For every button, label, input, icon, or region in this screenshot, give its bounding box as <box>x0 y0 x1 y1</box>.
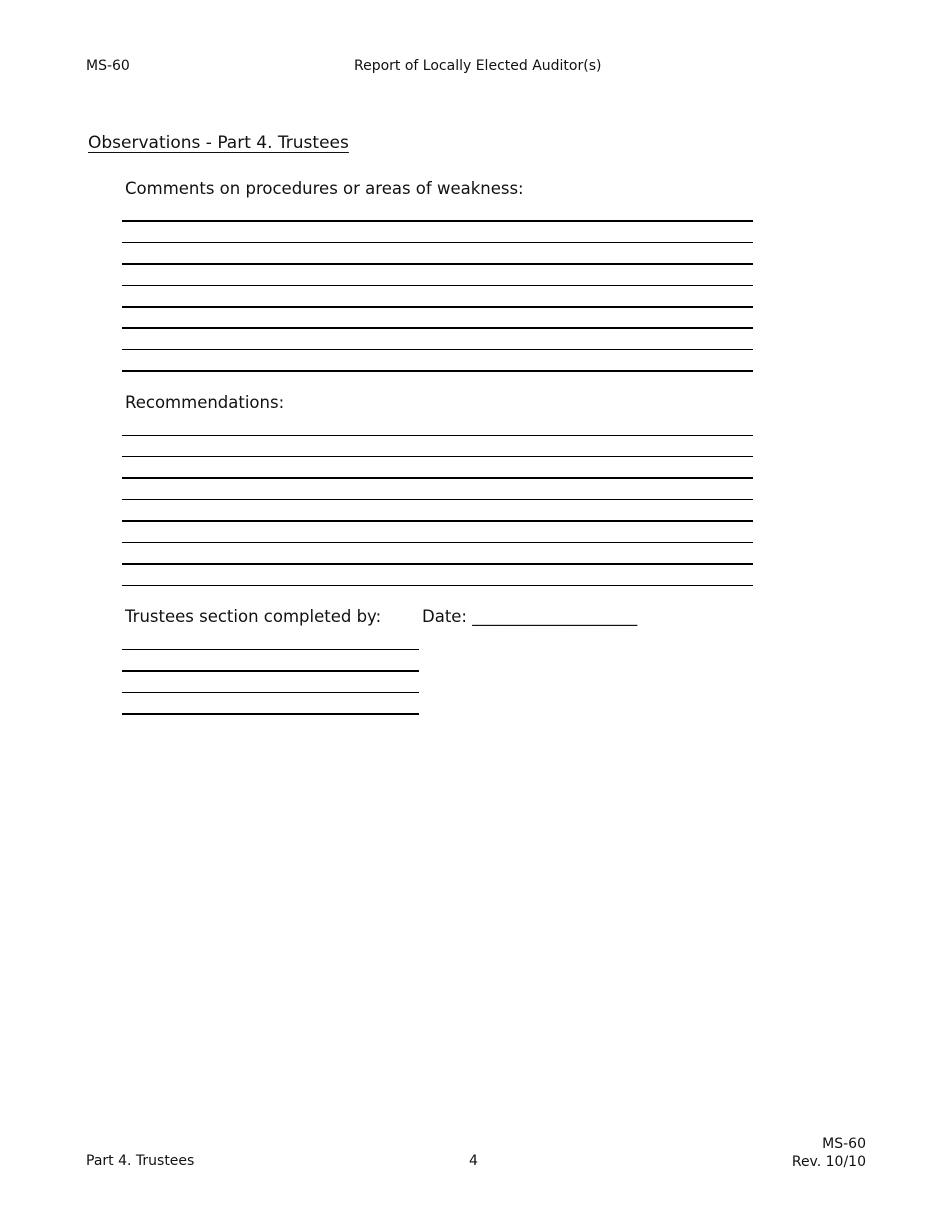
footer-form-code: MS-60 <box>822 1136 866 1152</box>
recommendations-line[interactable] <box>122 456 753 457</box>
footer-section-name: Part 4. Trustees <box>86 1153 195 1169</box>
completed-by-line[interactable] <box>122 713 419 715</box>
comments-line[interactable] <box>122 306 753 308</box>
recommendations-line[interactable] <box>122 477 753 479</box>
comments-line[interactable] <box>122 349 753 350</box>
recommendations-line[interactable] <box>122 585 753 586</box>
completed-by-line[interactable] <box>122 670 419 672</box>
recommendations-line[interactable] <box>122 542 753 543</box>
date-field[interactable]: Date: ____________________ <box>422 607 638 626</box>
recommendations-line[interactable] <box>122 520 753 522</box>
completed-by-line[interactable] <box>122 649 419 650</box>
recommendations-line[interactable] <box>122 563 753 565</box>
section-title: Observations - Part 4. Trustees <box>88 133 349 153</box>
footer-page-number: 4 <box>469 1153 478 1169</box>
recommendations-line[interactable] <box>122 435 753 436</box>
comments-line[interactable] <box>122 327 753 329</box>
comments-line[interactable] <box>122 285 753 286</box>
completed-by-label: Trustees section completed by: <box>125 607 382 626</box>
comments-label: Comments on procedures or areas of weakness: <box>125 179 524 198</box>
comments-line[interactable] <box>122 220 753 222</box>
comments-line[interactable] <box>122 242 753 243</box>
header-form-code: MS-60 <box>86 58 130 74</box>
comments-line[interactable] <box>122 263 753 265</box>
header-title: Report of Locally Elected Auditor(s) <box>354 58 602 74</box>
recommendations-line[interactable] <box>122 499 753 500</box>
completed-by-line[interactable] <box>122 692 419 693</box>
recommendations-label: Recommendations: <box>125 393 285 412</box>
comments-line[interactable] <box>122 370 753 372</box>
footer-revision: Rev. 10/10 <box>791 1154 866 1170</box>
